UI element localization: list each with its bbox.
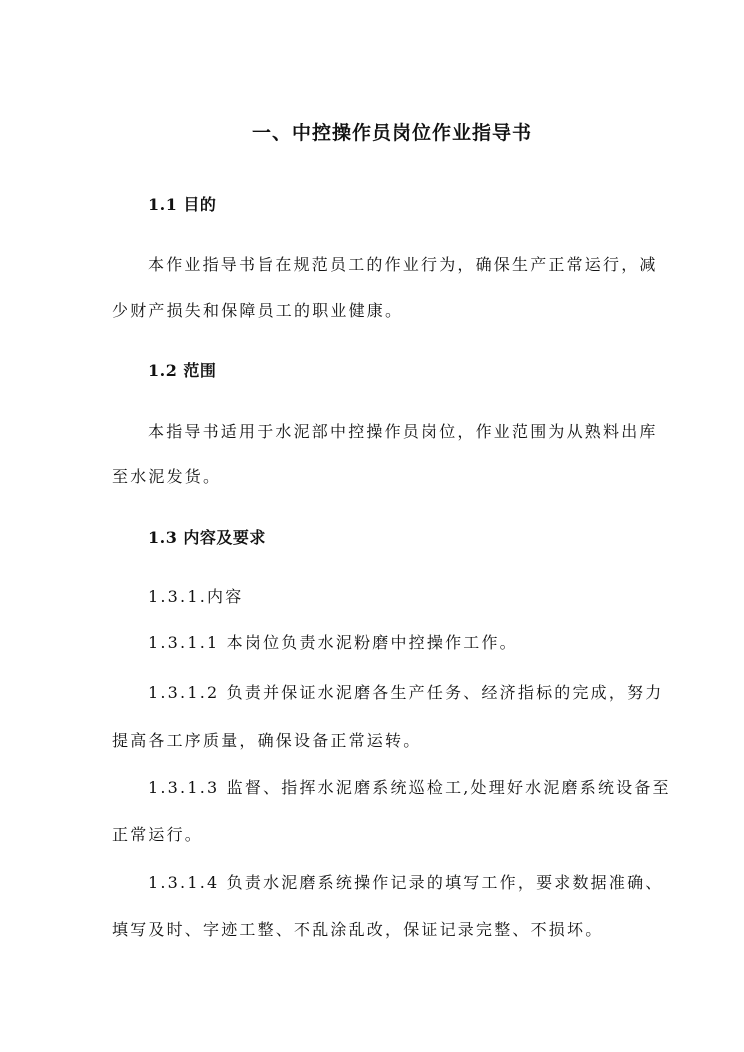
paragraph-line: 本指导书适用于水泥部中控操作员岗位，作业范围为从熟料出库 [148,422,658,441]
paragraph-line: 少财产损失和保障员工的职业健康。 [112,301,404,320]
paragraph-line: 1.3.1.1 本岗位负责水泥粉磨中控操作工作。 [148,633,518,652]
paragraph-line: 1.3.1.2 负责并保证水泥磨各生产任务、经济指标的完成，努力 [148,683,664,702]
paragraph-line: 至水泥发货。 [112,467,222,486]
section-heading-purpose: 1.1 目的 [148,195,217,214]
paragraph-line: 正常运行。 [112,825,204,844]
section-heading-content: 1.3 内容及要求 [148,528,266,547]
paragraph-line: 1.3.1.4 负责水泥磨系统操作记录的填写工作，要求数据准确、 [148,873,664,892]
paragraph-line: 1.3.1.3 监督、指挥水泥磨系统巡检工,处理好水泥磨系统设备至 [148,778,671,797]
paragraph-line: 本作业指导书旨在规范员工的作业行为，确保生产正常运行，减 [148,255,658,274]
paragraph-line: 1.3.1.内容 [148,587,244,606]
section-heading-scope: 1.2 范围 [148,361,217,380]
paragraph-line: 填写及时、字迹工整、不乱涂乱改，保证记录完整、不损坏。 [112,920,604,939]
document-title: 一、中控操作员岗位作业指导书 [251,122,532,144]
paragraph-line: 提高各工序质量，确保设备正常运转。 [112,731,422,750]
